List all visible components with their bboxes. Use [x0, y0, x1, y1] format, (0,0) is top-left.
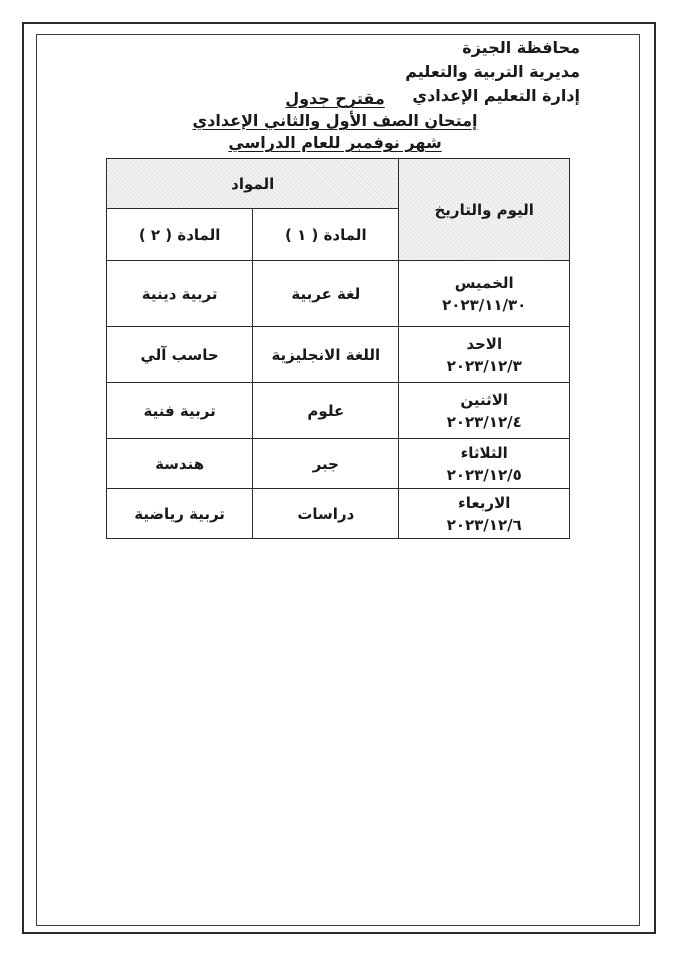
table-row	[107, 327, 570, 383]
administration-name: إدارة التعليم الإعدادي	[412, 86, 580, 105]
exam-date: ٢٠٢٣/١٢/٦	[446, 515, 522, 534]
table-row	[107, 439, 570, 489]
title-line-2: إمتحان الصف الأول والثاني الإعدادي	[192, 111, 478, 130]
day-name: الثلاثاء	[460, 443, 508, 462]
subject1-cell: لغة عربية	[253, 261, 399, 327]
subjects-header: المواد	[107, 159, 399, 209]
day-date-cell	[399, 489, 570, 539]
subject1-header: المادة ( ١ )	[253, 209, 399, 261]
subject1-cell: جبر	[253, 439, 399, 489]
day-name: الاثنين	[460, 390, 509, 409]
subject1-cell: علوم	[253, 383, 399, 439]
exam-date: ٢٠٢٣/١٢/٤	[446, 412, 522, 431]
table-row	[107, 383, 570, 439]
exam-date: ٢٠٢٣/١٢/٥	[446, 465, 522, 484]
subject2-cell: تربية فنية	[107, 383, 253, 439]
subject1-cell: اللغة الانجليزية	[253, 327, 399, 383]
exam-date: ٢٠٢٣/١٢/٣	[446, 356, 522, 375]
day-date-cell	[399, 439, 570, 489]
table-row	[107, 261, 570, 327]
subject2-cell: حاسب آلي	[107, 327, 253, 383]
subject2-cell: تربية رياضية	[107, 489, 253, 539]
day-name: الاحد	[466, 334, 503, 353]
table-row	[107, 489, 570, 539]
subject2-cell: هندسة	[107, 439, 253, 489]
directorate-name: مديرية التربية والتعليم	[405, 62, 580, 81]
day-date-cell	[399, 383, 570, 439]
subject2-header: المادة ( ٢ )	[107, 209, 253, 261]
subject1-cell: دراسات	[253, 489, 399, 539]
exam-date: ٢٠٢٣/١١/٣٠	[442, 295, 527, 314]
day-date-header: اليوم والتاريخ	[399, 159, 570, 261]
title-line-1: مقترح جدول	[285, 89, 385, 108]
day-date-cell	[399, 327, 570, 383]
table-header-row	[107, 159, 570, 209]
governorate-name: محافظة الجيزة	[462, 38, 580, 57]
exam-schedule-table	[106, 158, 570, 539]
day-name: الخميس	[454, 273, 514, 292]
subject2-cell: تربية دينية	[107, 261, 253, 327]
title-line-3: شهر نوفمبر للعام الدراسي	[228, 133, 442, 152]
day-date-cell	[399, 261, 570, 327]
day-name: الاربعاء	[458, 493, 511, 512]
